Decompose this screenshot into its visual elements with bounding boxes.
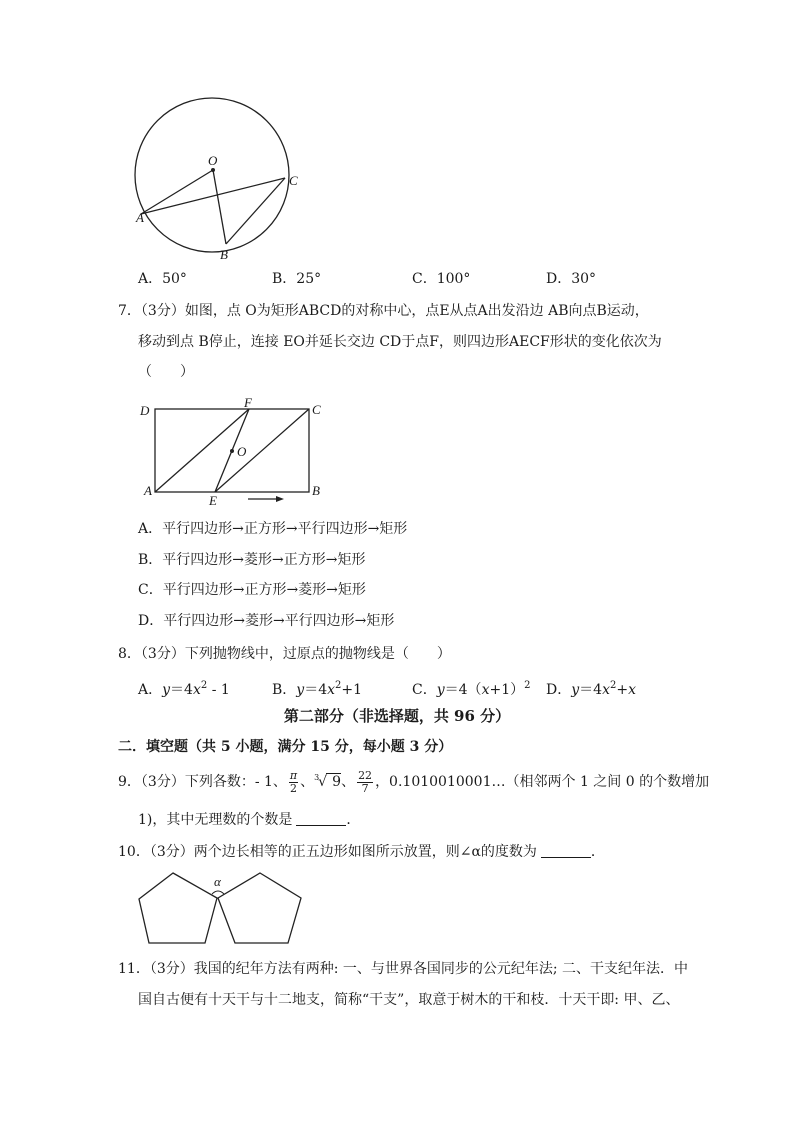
cube-root-9: 3 √ 9 [314, 773, 342, 790]
q11-line2: 国自古便有十天干与十二地支，简称“干支”，取意于树木的干和枝．十天干即: 甲、乙、 [138, 992, 680, 1008]
right-pentagon [218, 873, 301, 943]
point-O [211, 168, 215, 172]
q8-stem: 8．（3分）下列抛物线中，过原点的抛物线是（ ） [118, 646, 451, 662]
q7-stem-line1: 7．（3分）如图，点 O为矩形ABCD的对称中心，点E从点A出发沿边 AB向点B运动， [118, 303, 649, 319]
q9-line2: 1)，其中无理数的个数是 ． [138, 812, 361, 828]
q11-line1: 11．（3分）我国的纪年方法有两种: 一、与世界各国同步的公元纪年法; 二、干支纪年法．中 [118, 961, 689, 977]
segment-EC [215, 409, 309, 492]
circle [135, 98, 289, 252]
q7-option-a: A．平行四边形→正方形→平行四边形→矩形 [138, 521, 408, 537]
q6-option-c: C．100° [412, 271, 471, 287]
pentagons-figure [130, 866, 310, 950]
fraction-22-over-7: $\frac{22}{7}$ [358, 768, 373, 795]
q6-option-a: A．50° [138, 271, 187, 287]
label-B: B [312, 483, 320, 498]
q8-option-c: C．$y=4(x+1)^2$ [412, 680, 531, 698]
segment-BC [226, 178, 285, 244]
section2-title: 二．填空题（共 5 小题，满分 15 分，每小题 3 分） [118, 739, 453, 755]
q7-option-c: C．平行四边形→正方形→菱形→矩形 [138, 582, 366, 598]
left-pentagon [139, 873, 217, 943]
segment-AC [141, 178, 285, 214]
label-B: B [220, 247, 228, 262]
label-O: O [237, 444, 247, 459]
fraction-pi-over-2: $\frac{\pi}{2}$ [289, 768, 298, 795]
label-alpha: α [214, 874, 221, 889]
angle-arc [212, 891, 224, 894]
label-E: E [209, 493, 217, 508]
q9-line1: 9．（3分）下列各数：- 1、 $\frac{\pi}{2}$ 、 3 √ 9、 $\frac{22}{7}$ ，0.1010010001…（相邻两个 1 之间 0 的个数增加 [118, 768, 710, 795]
label-C: C [289, 173, 298, 188]
q6-option-b: B．25° [272, 271, 322, 287]
label-A: A [136, 210, 144, 225]
label-F: F [244, 398, 252, 410]
segment-AO [141, 170, 213, 214]
q8-option-a: A．$y=4x^2 - 1$ [138, 680, 230, 698]
label-O: O [208, 153, 218, 168]
segment-AF [155, 409, 249, 492]
q7-option-b: B．平行四边形→菱形→正方形→矩形 [138, 552, 366, 568]
answer-blank[interactable] [541, 845, 591, 858]
label-D: D [140, 403, 150, 418]
answer-blank[interactable] [296, 813, 346, 826]
label-C: C [312, 402, 321, 417]
segment-OB [213, 170, 226, 244]
q8-option-d: D．$y=4x^2+x$ [546, 680, 636, 698]
circle-figure [120, 95, 320, 265]
arrow-head-icon [276, 496, 284, 502]
q7-option-d: D．平行四边形→菱形→平行四边形→矩形 [138, 613, 395, 629]
rectangle-figure [138, 398, 338, 508]
point-O [230, 449, 234, 453]
label-A: A [144, 483, 152, 498]
part2-title: 第二部分（非选择题，共 96 分） [283, 707, 511, 725]
q10-stem: 10．（3分）两个边长相等的正五边形如图所示放置，则∠α的度数为 ． [118, 844, 605, 860]
q8-option-b: B．$y=4x^2+1$ [272, 680, 363, 698]
q7-stem-line2: 移动到点 B停止，连接 EO并延长交边 CD于点F，则四边形AECF形状的变化依次为 [138, 334, 662, 350]
q6-option-d: D．30° [546, 271, 597, 287]
q7-paren: （ ） [138, 364, 194, 380]
